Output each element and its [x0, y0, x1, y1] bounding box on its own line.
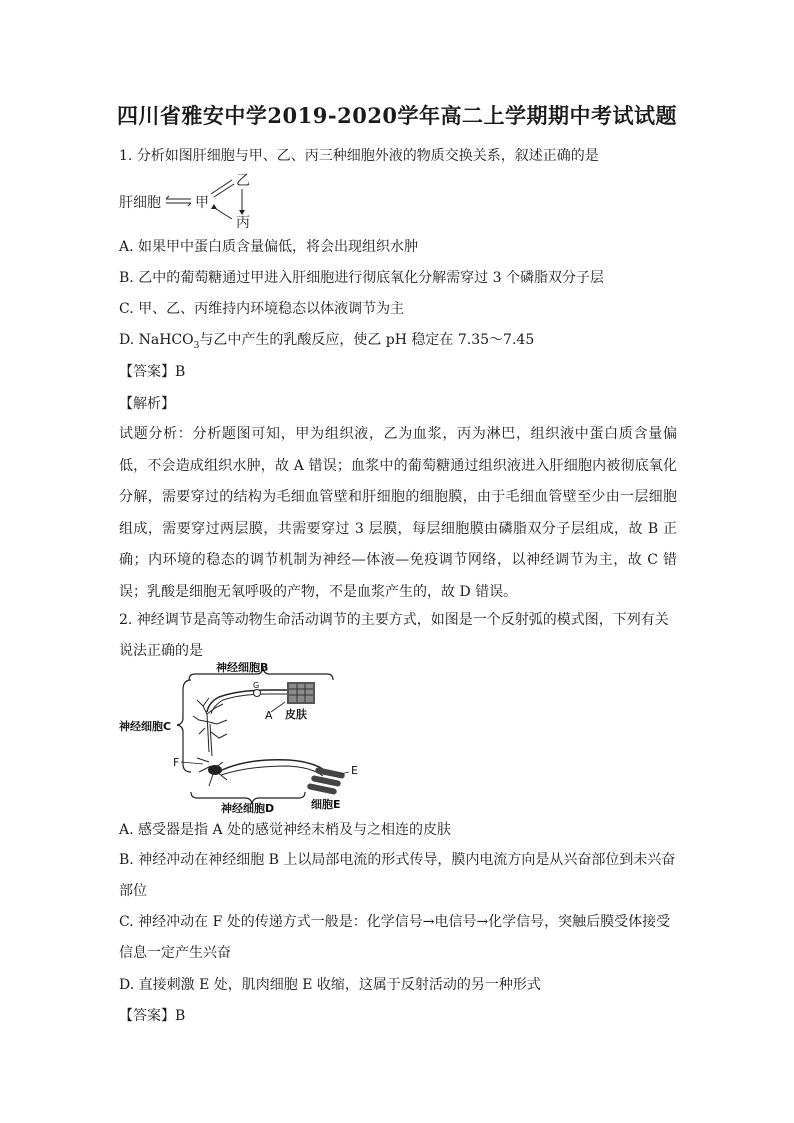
- q2-ganglion-node: [254, 690, 261, 697]
- q1-option-c: C. 甲、乙、丙维持内环境稳态以体液调节为主: [119, 301, 405, 317]
- q2-neuron-c-dendrites: [193, 698, 227, 756]
- q1-option-b: B. 乙中的葡萄糖通过甲进入肝细胞进行彻底氧化分解需穿过 3 个磷脂双分子层: [119, 270, 604, 286]
- q2-stem: 2. 神经调节是高等动物生命活动调节的主要方式，如图是一个反射弧的模式图，下列有关说法正确的是: [119, 612, 669, 659]
- q1-liver-label: 肝细胞: [119, 195, 161, 211]
- document-title: 四川省雅安中学2019-2020学年高二上学期期中考试试题: [116, 103, 678, 128]
- q1-option-d-pre: D. NaHCO: [119, 332, 194, 348]
- q2-a-label: A: [265, 709, 273, 722]
- q1-option-d: [119, 330, 679, 350]
- q2-option-a: A. 感受器是指 A 处的感觉神经末梢及与之相连的皮肤: [119, 822, 452, 838]
- q2-cell-e-label: 细胞E: [311, 798, 341, 811]
- q2-answer: 【答案】B: [119, 1008, 186, 1024]
- q2-neuron-c-label: 神经细胞C: [119, 720, 172, 733]
- q2-neuron-b-label: 神经细胞B: [216, 662, 269, 674]
- q2-option-d: D. 直接刺激 E 处，肌肉细胞 E 收缩，这属于反射活动的另一种形式: [119, 977, 541, 993]
- q2-skin-label: 皮肤: [285, 708, 307, 721]
- q2-muscle-cells: [307, 767, 346, 795]
- q1-answer: 【答案】B: [119, 364, 186, 380]
- q2-g-label: G: [253, 681, 260, 690]
- q2-e-label: E: [351, 764, 358, 777]
- q1-stem: 1. 分析如图肝细胞与甲、乙、丙三种细胞外液的物质交换关系，叙述正确的是: [119, 148, 599, 164]
- q1-option-d-sub: 3: [193, 340, 200, 351]
- q1-jia-label: 甲: [195, 195, 209, 211]
- q1-option-a: A. 如果甲中蛋白质含量偏低，将会出现组织水肿: [119, 239, 419, 255]
- q1-analysis: 试题分析：分析题图可知，甲为组织液，乙为血浆，丙为淋巴，组织液中蛋白质含量偏低，不会造成组织水肿，故 A 错误；血浆中的葡萄糖通过组织液进入肝细胞内被彻底氧化分解，需要穿过的结构为毛细血管壁和肝细胞的细胞膜，由于毛细血管壁至少由一层细胞组成，需要穿过两层膜，共需要穿过 3 层膜，每层细胞膜由磷脂双分子层组成，故 B 正确；内环境的稳态的调节机制为神经—体液—免疫调节网络，以神经调节为主，故 C 错误；乳酸是细胞无氧呼吸的产物，不是血浆产生的，故 D 错误。: [119, 426, 677, 600]
- q2-neuron-d-soma: [208, 765, 222, 775]
- q1-exchange-diagram: [119, 170, 259, 230]
- q1-bing-label: 丙: [236, 215, 250, 230]
- q2-f-label: F: [173, 756, 180, 769]
- q1-analysis-label: 【解析】: [119, 396, 175, 412]
- q1-yi-label: 乙: [236, 173, 250, 189]
- q2-option-c: C. 神经冲动在 F 处的传递方式一般是：化学信号→电信号→化学信号，突触后膜受体接受信息一定产生兴奋: [119, 914, 671, 961]
- q2-reflex-arc-diagram: [119, 662, 359, 814]
- q1-option-d-post: 与乙中产生的乳酸反应，使乙 pH 稳定在 7.35～7.45: [199, 332, 535, 348]
- q2-neuron-d-label: 神经细胞D: [221, 802, 275, 814]
- q2-option-b: B. 神经冲动在神经细胞 B 上以局部电流的形式传导，膜内电流方向是从兴奋部位到未兴奋部位: [119, 852, 676, 899]
